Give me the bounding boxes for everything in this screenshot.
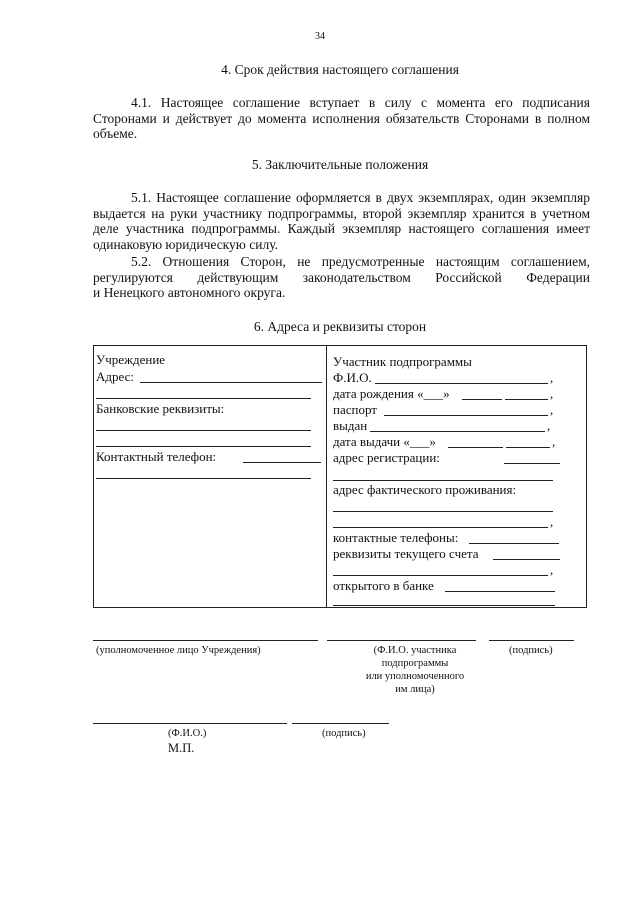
caption-line: подпрограммы bbox=[381, 658, 449, 669]
paragraph-line: одинаковую юридическую силу. bbox=[93, 236, 278, 252]
signature-line-2[interactable] bbox=[292, 723, 389, 724]
opened-in-bank-label: открытого в банке bbox=[333, 578, 434, 593]
institution-label: Учреждение bbox=[96, 352, 166, 367]
section-4-paragraph bbox=[93, 95, 590, 142]
comma: , bbox=[552, 434, 556, 449]
actual-address-field-line-2[interactable] bbox=[333, 527, 548, 528]
participant-fio-caption bbox=[335, 644, 495, 696]
contact-phones-label: контактные телефоны: bbox=[333, 530, 459, 545]
signature-caption-2: (подпись) bbox=[322, 728, 366, 739]
page-number: 34 bbox=[315, 31, 325, 42]
section-4-heading: 4. Срок действия настоящего соглашения bbox=[221, 62, 459, 77]
bank-details-field-line-2[interactable] bbox=[96, 446, 311, 447]
comma: , bbox=[550, 402, 554, 417]
passport-label: паспорт bbox=[333, 402, 377, 417]
account-details-field-line-2[interactable] bbox=[333, 575, 548, 576]
birth-date-month-field[interactable] bbox=[462, 399, 502, 400]
opened-in-bank-field-line-2[interactable] bbox=[333, 605, 555, 606]
section-5-paragraph-1 bbox=[93, 190, 590, 252]
account-details-field[interactable] bbox=[493, 559, 560, 560]
fio-field[interactable] bbox=[375, 383, 548, 384]
section-6-heading: 6. Адреса и реквизиты сторон bbox=[253, 319, 427, 334]
comma: , bbox=[550, 386, 554, 401]
participant-signature-line[interactable] bbox=[489, 640, 574, 641]
issue-date-label: дата выдачи «___» bbox=[333, 434, 436, 449]
comma: , bbox=[547, 418, 551, 433]
table-divider bbox=[326, 345, 327, 608]
birth-date-year-field[interactable] bbox=[505, 399, 548, 400]
fio-signature-line[interactable] bbox=[93, 723, 287, 724]
authorized-person-signature-line[interactable] bbox=[93, 640, 318, 641]
paragraph-line: 5.1. Настоящее соглашение оформляется в двух экземплярах, один экземпляр bbox=[131, 190, 590, 205]
caption-line: им лица) bbox=[395, 684, 435, 695]
contact-phone-label: Контактный телефон: bbox=[96, 449, 217, 464]
section-5-paragraph-2 bbox=[93, 254, 590, 301]
bank-details-field[interactable] bbox=[96, 430, 311, 431]
paragraph-line: и Ненецкого автономного округа. bbox=[93, 285, 286, 300]
address-field-line-2[interactable] bbox=[96, 398, 311, 399]
registration-address-field-line-2[interactable] bbox=[333, 480, 553, 481]
participant-label: Участник подпрограммы bbox=[333, 354, 472, 369]
registration-address-field[interactable] bbox=[504, 463, 560, 464]
participant-fio-signature-line[interactable] bbox=[327, 640, 476, 641]
issued-label: выдан bbox=[333, 418, 368, 433]
bank-details-label: Банковские реквизиты: bbox=[96, 401, 225, 416]
address-field[interactable] bbox=[140, 382, 322, 383]
fio-label: Ф.И.О. bbox=[333, 370, 372, 385]
issue-date-year-field[interactable] bbox=[506, 447, 550, 448]
stamp-place-label: М.П. bbox=[168, 741, 195, 755]
issue-date-month-field[interactable] bbox=[448, 447, 503, 448]
address-label: Адрес: bbox=[96, 369, 134, 384]
paragraph-line: деле участника подпрограммы. Каждый экземпляр настоящего соглашения имеет bbox=[93, 221, 590, 236]
paragraph-line: регулируются действующим законодательством Российской Федерации bbox=[93, 269, 590, 285]
account-details-label: реквизиты текущего счета bbox=[333, 546, 479, 561]
comma: , bbox=[550, 514, 554, 529]
paragraph-line: выдается на руки участнику подпрограммы, второй экземпляр хранится в учетном bbox=[93, 205, 590, 221]
contact-phone-field-line-2[interactable] bbox=[96, 478, 311, 479]
birth-date-label: дата рождения «___» bbox=[333, 386, 450, 401]
caption-line: или уполномоченного bbox=[365, 671, 465, 682]
participant-signature-caption: (подпись) bbox=[509, 645, 553, 656]
registration-address-label: адрес регистрации: bbox=[333, 450, 440, 465]
passport-field[interactable] bbox=[384, 415, 548, 416]
contact-phone-field[interactable] bbox=[243, 462, 321, 463]
paragraph-line: Сторонами и действует до момента исполнения обязательств Сторонами в полном bbox=[93, 110, 590, 126]
paragraph-line: объеме. bbox=[93, 126, 138, 141]
actual-address-field[interactable] bbox=[333, 511, 553, 512]
paragraph-line: 4.1. Настоящее соглашение вступает в силу с момента его подписания bbox=[131, 95, 590, 110]
paragraph-line: 5.2. Отношения Сторон, не предусмотренные настоящим соглашением, bbox=[131, 254, 590, 269]
authorized-person-caption: (уполномоченное лицо Учреждения) bbox=[96, 645, 261, 656]
opened-in-bank-field[interactable] bbox=[445, 591, 555, 592]
fio-caption: (Ф.И.О.) bbox=[168, 728, 207, 739]
section-5-heading: 5. Заключительные положения bbox=[251, 157, 429, 172]
comma: , bbox=[550, 370, 554, 385]
contact-phones-field[interactable] bbox=[469, 543, 559, 544]
comma: , bbox=[550, 562, 554, 577]
caption-line: (Ф.И.О. участника bbox=[373, 645, 457, 656]
issued-field[interactable] bbox=[370, 431, 545, 432]
actual-address-label: адрес фактического проживания: bbox=[333, 482, 517, 497]
